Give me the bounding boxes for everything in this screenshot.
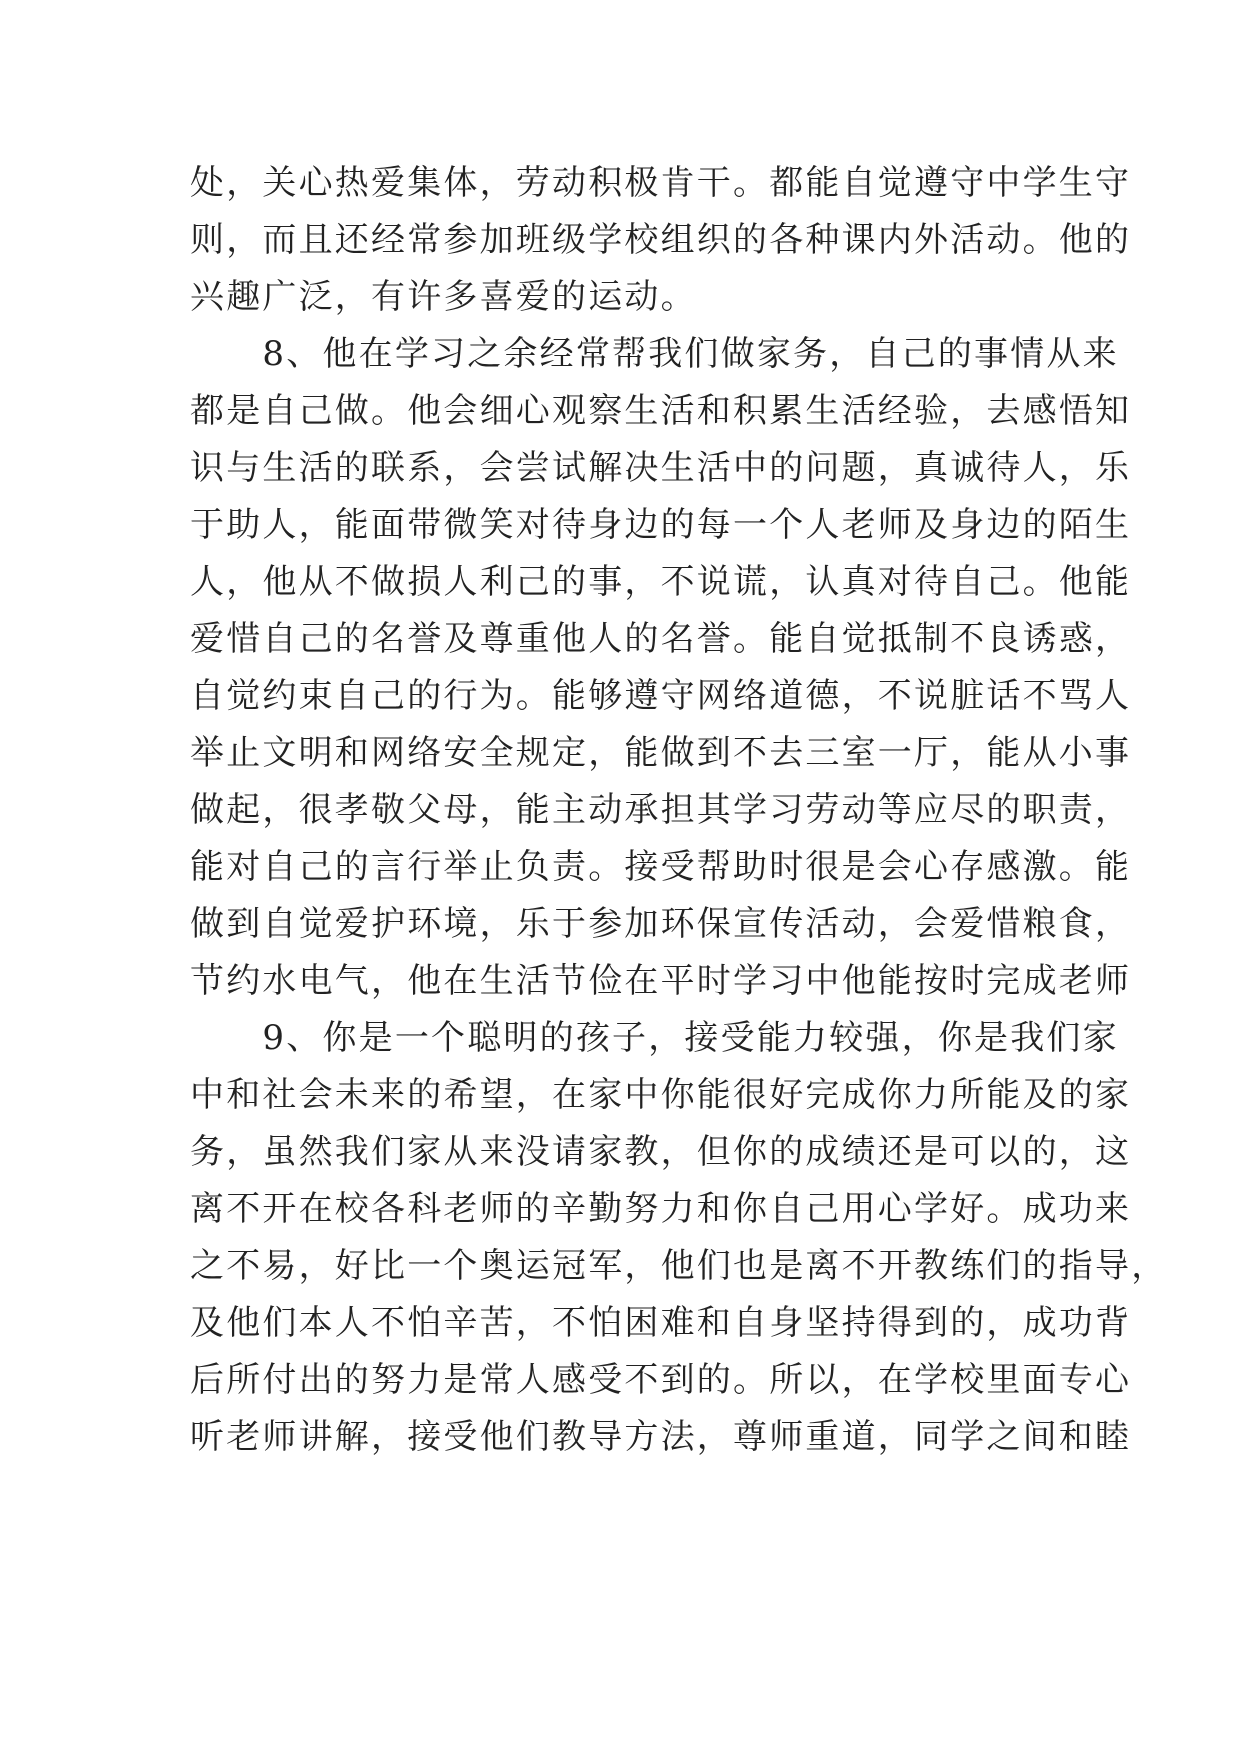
text-line: 做到自觉爱护环境，乐于参加环保宣传活动，会爱惜粮食， [190,904,1132,944]
text-line: 自觉约束自己的行为。能够遵守网络道德，不说脏话不骂人 [190,676,1132,716]
text-line: 于助人，能面带微笑对待身边的每一个人老师及身边的陌生 [190,505,1132,545]
text-line: 离不开在校各科老师的辛勤努力和你自己用心学好。成功来 [190,1189,1132,1229]
text-line: 举止文明和网络安全规定，能做到不去三室一厅，能从小事 [190,733,1132,773]
text-line: 做起，很孝敬父母，能主动承担其学习劳动等应尽的职责， [190,790,1132,830]
paragraph-2 [190,326,1132,1010]
paragraph-3 [190,1010,1168,1466]
text-line: 务，虽然我们家从来没请家教，但你的成绩还是可以的，这 [190,1132,1132,1172]
text-line: 能对自己的言行举止负责。接受帮助时很是会心存感激。能 [190,847,1132,887]
text-line: 之不易，好比一个奥运冠军，他们也是离不开教练们的指导， [190,1246,1168,1286]
text-line: 处，关心热爱集体，劳动积极肯干。都能自觉遵守中学生守 [190,163,1132,203]
text-line: 及他们本人不怕辛苦，不怕困难和自身坚持得到的，成功背 [190,1303,1132,1343]
text-line: 兴趣广泛，有许多喜爱的运动。 [190,277,697,317]
text-line: 8、他在学习之余经常帮我们做家务，自己的事情从来 [190,334,1119,374]
text-line: 9、你是一个聪明的孩子，接受能力较强，你是我们家 [190,1018,1119,1058]
text-line: 后所付出的努力是常人感受不到的。所以，在学校里面专心 [190,1360,1132,1400]
text-line: 人，他从不做损人利己的事，不说谎，认真对待自己。他能 [190,562,1132,602]
text-line: 节约水电气，他在生活节俭在平时学习中他能按时完成老师 [190,961,1132,1001]
text-line: 则，而且还经常参加班级学校组织的各种课内外活动。他的 [190,220,1132,260]
text-line: 中和社会未来的希望，在家中你能很好完成你力所能及的家 [190,1075,1132,1115]
text-line: 都是自己做。他会细心观察生活和积累生活经验，去感悟知 [190,391,1132,431]
text-line: 爱惜自己的名誉及尊重他人的名誉。能自觉抵制不良诱惑， [190,619,1132,659]
body-text [190,155,1168,1466]
text-line: 识与生活的联系，会尝试解决生活中的问题，真诚待人，乐 [190,448,1132,488]
text-line: 听老师讲解，接受他们教导方法，尊师重道，同学之间和睦 [190,1417,1132,1457]
paragraph-1 [190,155,1132,326]
